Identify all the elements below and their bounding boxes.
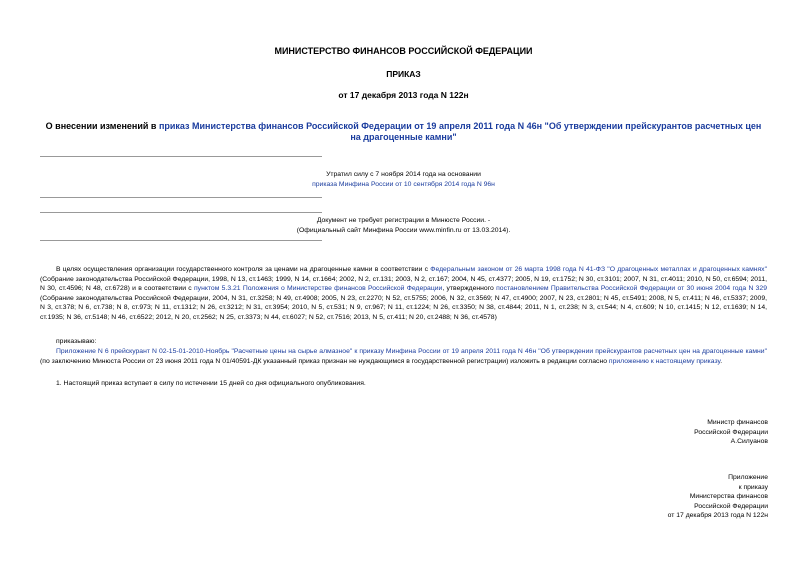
annex-ref-line: Приложение	[728, 474, 768, 481]
annex-ref-line: Российской Федерации	[694, 502, 768, 510]
signature-position: Министр финансов	[707, 419, 768, 426]
divider	[40, 212, 322, 213]
government-decree-link[interactable]: постановлением Правительства Российской Федерации от 30 июня 2004 года N 329	[496, 285, 767, 293]
annex-ref-line: к приказу	[738, 483, 768, 491]
status-note-link[interactable]: приказа Минфина России от 10 сентября 2014 года N 96н	[312, 180, 495, 188]
preamble-text: В целях осуществления организации государственного контроля за ценами на драгоценные камни в соответствии с	[56, 266, 431, 273]
preamble-text: (Собрание законодательства Российской Федерации, 2004, N 31, ст.3258; N 49, ст.4908; 2005, N 23, ст.2270; N 52, ст.5755; 2006, N 32, ст.3569; N 47, ст.4900; 2007, N 23, ст.2801; N 45, ст.5491; 2008, N 5, ст.411; N 46, ст.5337; 2009, N 3, ст.378; N 6, ст.738; N 8, ст.973; N 11, ст.1312; N 26, ст.3212; N 31, ст.3954; 2010, N 5, ст.531; N 9, ст.967; N 11, ст.1224; N 26, ст.3350; N 38, ст.4844; 2011, N 1, ст.238; N 3, ст.544; N 4, ст.609; N 10, ст.1415; N 12, ст.1639; N 14, ст.1935; N 36, ст.5148; N 46, ст.6522; 2012, N 20, ст.2562; N 25, ст.3373; N 44, ст.6027; N 52, ст.7516; 2013, N 5, ст.411; N 20, ст.2488; N 36, ст.4578)	[40, 294, 767, 321]
divider	[40, 197, 322, 198]
divider	[40, 240, 322, 241]
ministry-heading: МИНИСТЕРСТВО ФИНАНСОВ РОССИЙСКОЙ ФЕДЕРАЦИИ	[274, 46, 533, 56]
annex-ref-line: Министерства финансов	[689, 493, 768, 501]
status-note	[40, 170, 767, 189]
registration-note-line1: Документ не требует регистрации в Минюсте России. -	[316, 217, 491, 224]
annex-paragraph	[40, 347, 767, 366]
registration-note	[40, 216, 767, 235]
preamble-text: (Собрание законодательства Российской Федерации, 1998, N 13, ст.1463; 1999, N 14, ст.1664; 2002, N 2, ст.131; 2003, N 2, ст.167; 2004, N 45, ст.4377; 2005, N 19, ст.1752; N 30, ст.3101; 2007, N 31, ст.4011; 2010, N 50, ст.6594; 2011, N 30, ст.4596; N 48, ст.6728) и в соответствии с	[40, 275, 767, 293]
doc-date-number: от 17 декабря 2013 года N 122н	[338, 90, 469, 100]
preamble-paragraph	[40, 265, 767, 323]
annex-ref-line: от 17 декабря 2013 года N 122н	[667, 512, 768, 520]
annex-text: (по заключению Минюста России от 23 июня 2011 года N 01/40591-ДК указанный приказ признан не нуждающимся в государственной регистрации) изложить в редакции согласно	[40, 357, 609, 365]
annex-text: .	[720, 357, 723, 365]
item-1-paragraph: 1. Настоящий приказ вступает в силу по истечении 15 дней со дня официального опубликования.	[56, 380, 366, 387]
signature-name: А.Силуанов	[730, 438, 768, 446]
document-title	[40, 121, 767, 143]
divider	[40, 156, 322, 157]
annex-reference-block	[560, 473, 768, 521]
doc-type-heading: ПРИКАЗ	[386, 69, 421, 79]
regulation-link[interactable]: пунктом 5.3.21 Положения о Министерстве финансов Российской Федерации	[194, 285, 443, 293]
annex-link[interactable]: Приложение N 6 прейскурант N 02-15-01-2010-Ноябрь "Расчетные цены на сырье алмазное" к приказу Минфина России от 19 апреля 2011 года N 46н "Об утверждении прейскурантов расчетных цен на драгоценные камни"	[56, 348, 767, 355]
status-note-text: Утратил силу с 7 ноября 2014 года на основании	[326, 171, 481, 178]
signature-block	[560, 418, 768, 447]
title-prefix: О внесении изменений в	[45, 121, 159, 131]
order-word: приказываю:	[56, 338, 97, 345]
signature-country: Российской Федерации	[694, 428, 768, 436]
title-link[interactable]: приказ Министерства финансов Российской Федерации от 19 апреля 2011 года N 46н "Об утверждении прейскурантов расчетных цен на драгоценные камни"	[158, 121, 762, 142]
annex-appendix-link[interactable]: приложению к настоящему приказу	[608, 357, 721, 365]
preamble-text: , утвержденного	[442, 285, 497, 293]
federal-law-link[interactable]: Федеральным законом от 26 марта 1998 года N 41-ФЗ "О драгоценных металлах и драгоценных камнях"	[430, 266, 767, 273]
registration-note-line2: (Официальный сайт Минфина России www.minfin.ru от 13.03.2014).	[296, 226, 511, 234]
